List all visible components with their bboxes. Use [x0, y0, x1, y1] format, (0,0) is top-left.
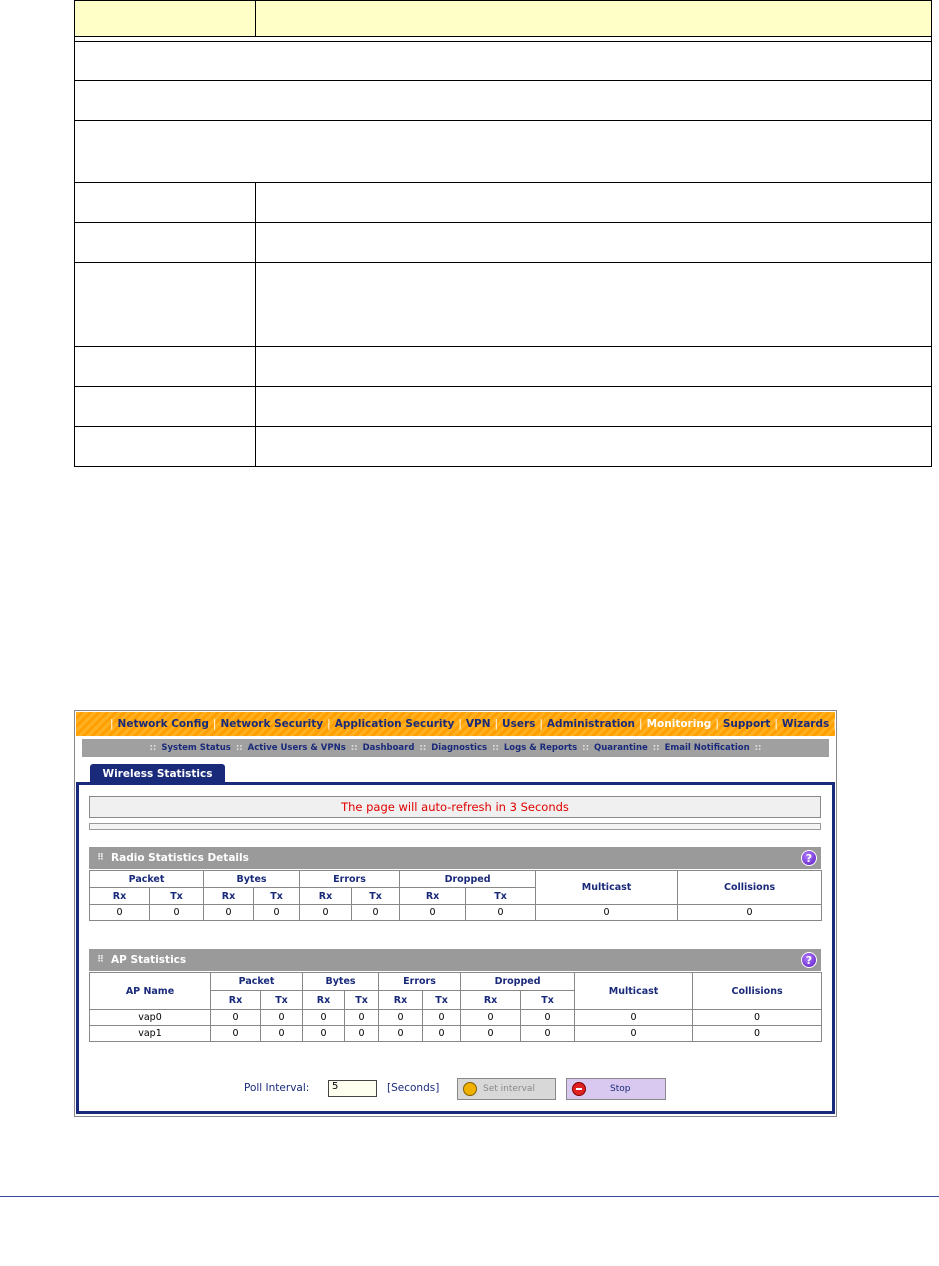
- col-tx: Tx: [466, 888, 536, 905]
- col-rx: Rx: [400, 888, 466, 905]
- cell: 0: [466, 905, 536, 921]
- table-row: [90, 1010, 822, 1026]
- col-packet: Packet: [90, 871, 204, 888]
- col-tx: Tx: [521, 991, 575, 1010]
- ap-name-cell: vap0: [90, 1010, 211, 1026]
- col-rx: Rx: [204, 888, 254, 905]
- radio-statistics-table: [89, 870, 822, 921]
- cell: 0: [150, 905, 204, 921]
- cell: 0: [303, 1010, 345, 1026]
- cell: 0: [521, 1026, 575, 1042]
- col-tx: Tx: [261, 991, 303, 1010]
- cell: 0: [379, 1026, 423, 1042]
- wireless-statistics-screen: [74, 710, 837, 1117]
- nav-application-security[interactable]: Application Security: [334, 718, 455, 730]
- cell: 0: [90, 905, 150, 921]
- ap-statistics-table: [89, 972, 822, 1042]
- cell: 0: [693, 1026, 822, 1042]
- stop-label: Stop: [610, 1084, 631, 1094]
- cell: 0: [261, 1026, 303, 1042]
- cell: 0: [204, 905, 254, 921]
- cell: 0: [379, 1010, 423, 1026]
- cell: 0: [575, 1010, 693, 1026]
- col-collisions: Collisions: [678, 871, 822, 905]
- poll-interval-unit: [Seconds]: [387, 1082, 440, 1094]
- col-bytes: Bytes: [204, 871, 300, 888]
- document-table-row: [74, 387, 932, 427]
- nav-support[interactable]: Support: [722, 718, 771, 730]
- col-multicast: Multicast: [536, 871, 678, 905]
- nav-wizards[interactable]: Wizards: [781, 718, 830, 730]
- cell: 0: [345, 1010, 379, 1026]
- col-packet: Packet: [211, 973, 303, 991]
- nav-administration[interactable]: Administration: [546, 718, 636, 730]
- nav-network-security[interactable]: Network Security: [220, 718, 324, 730]
- cell: 0: [211, 1026, 261, 1042]
- document-table-row: [74, 347, 932, 387]
- auto-refresh-message: The page will auto-refresh in 3 Seconds: [89, 796, 821, 818]
- col-rx: Rx: [303, 991, 345, 1010]
- cell: 0: [423, 1026, 461, 1042]
- subnav-diagnostics[interactable]: Diagnostics: [431, 743, 488, 753]
- nav-vpn[interactable]: VPN: [465, 718, 491, 730]
- document-table-row: [74, 427, 932, 467]
- cell: 0: [261, 1010, 303, 1026]
- col-rx: Rx: [90, 888, 150, 905]
- document-table-row: [74, 263, 932, 347]
- document-table-row: [74, 223, 932, 263]
- document-table-row: [74, 81, 932, 121]
- cell: 0: [423, 1010, 461, 1026]
- table-row: [90, 1026, 822, 1042]
- table-row: [90, 905, 822, 921]
- cell: 0: [521, 1010, 575, 1026]
- col-tx: Tx: [423, 991, 461, 1010]
- cell: 0: [345, 1026, 379, 1042]
- cell: 0: [352, 905, 400, 921]
- poll-interval-controls: [75, 1077, 838, 1101]
- cell: 0: [303, 1026, 345, 1042]
- nav-monitoring[interactable]: Monitoring: [646, 718, 712, 730]
- document-table-row: [74, 41, 932, 81]
- document-table: [74, 0, 932, 467]
- col-tx: Tx: [150, 888, 204, 905]
- document-table-header: [74, 0, 932, 37]
- grip-icon: ⠿: [97, 955, 104, 965]
- stop-icon: [572, 1082, 586, 1096]
- clock-icon: [463, 1082, 477, 1096]
- col-tx: Tx: [345, 991, 379, 1010]
- cell: 0: [536, 905, 678, 921]
- document-table-row: [74, 183, 932, 223]
- col-errors: Errors: [379, 973, 461, 991]
- subnav-active-users-vpns[interactable]: Active Users & VPNs: [247, 743, 346, 753]
- radio-statistics-title: Radio Statistics Details: [111, 852, 249, 864]
- subnav-dashboard[interactable]: Dashboard: [362, 743, 415, 753]
- cell: 0: [693, 1010, 822, 1026]
- col-dropped: Dropped: [461, 973, 575, 991]
- ap-statistics-title: AP Statistics: [111, 954, 187, 966]
- cell: 0: [400, 905, 466, 921]
- poll-interval-label: Poll Interval:: [244, 1082, 310, 1094]
- col-collisions: Collisions: [693, 973, 822, 1010]
- cell: 0: [254, 905, 300, 921]
- grip-icon: ⠿: [97, 853, 104, 863]
- subnav-system-status[interactable]: System Status: [161, 743, 231, 753]
- col-bytes: Bytes: [303, 973, 379, 991]
- col-rx: Rx: [461, 991, 521, 1010]
- col-tx: Tx: [352, 888, 400, 905]
- tab-wireless-statistics[interactable]: Wireless Statistics: [90, 764, 225, 783]
- col-ap-name: AP Name: [90, 973, 211, 1010]
- col-rx: Rx: [300, 888, 352, 905]
- subnav-email-notification[interactable]: Email Notification: [664, 743, 750, 753]
- stop-button[interactable]: [566, 1078, 666, 1100]
- cell: 0: [300, 905, 352, 921]
- help-icon[interactable]: ?: [801, 952, 817, 968]
- radio-statistics-header: [89, 847, 821, 869]
- status-bar: [89, 823, 821, 830]
- subnav-quarantine[interactable]: Quarantine: [593, 743, 648, 753]
- subnav-logs-reports[interactable]: Logs & Reports: [503, 743, 578, 753]
- cell: 0: [461, 1026, 521, 1042]
- sub-navigation: :: System Status :: Active Users & VPNs :: Dashboard :: Diagnostics :: Logs & Reports :: Quarantine :: Email Notification ::: [82, 739, 829, 757]
- set-interval-label: Set interval: [483, 1084, 535, 1094]
- cell: 0: [211, 1010, 261, 1026]
- col-rx: Rx: [211, 991, 261, 1010]
- cell: 0: [575, 1026, 693, 1042]
- nav-network-config[interactable]: Network Config: [117, 718, 209, 730]
- cell: 0: [678, 905, 822, 921]
- poll-interval-input[interactable]: 5: [328, 1080, 377, 1097]
- col-multicast: Multicast: [575, 973, 693, 1010]
- ap-statistics-header: [89, 949, 821, 971]
- top-navigation: | Network Config | Network Security | Application Security | VPN | Users | Administration | Monitoring | Support | Wizards |: [76, 712, 835, 736]
- col-tx: Tx: [254, 888, 300, 905]
- nav-users[interactable]: Users: [502, 718, 536, 730]
- col-rx: Rx: [379, 991, 423, 1010]
- ap-name-cell: vap1: [90, 1026, 211, 1042]
- cell: 0: [461, 1010, 521, 1026]
- document-table-row: [74, 121, 932, 183]
- set-interval-button[interactable]: [457, 1078, 556, 1100]
- help-icon[interactable]: ?: [801, 850, 817, 866]
- col-errors: Errors: [300, 871, 400, 888]
- footer-rule: [0, 1196, 939, 1197]
- col-dropped: Dropped: [400, 871, 536, 888]
